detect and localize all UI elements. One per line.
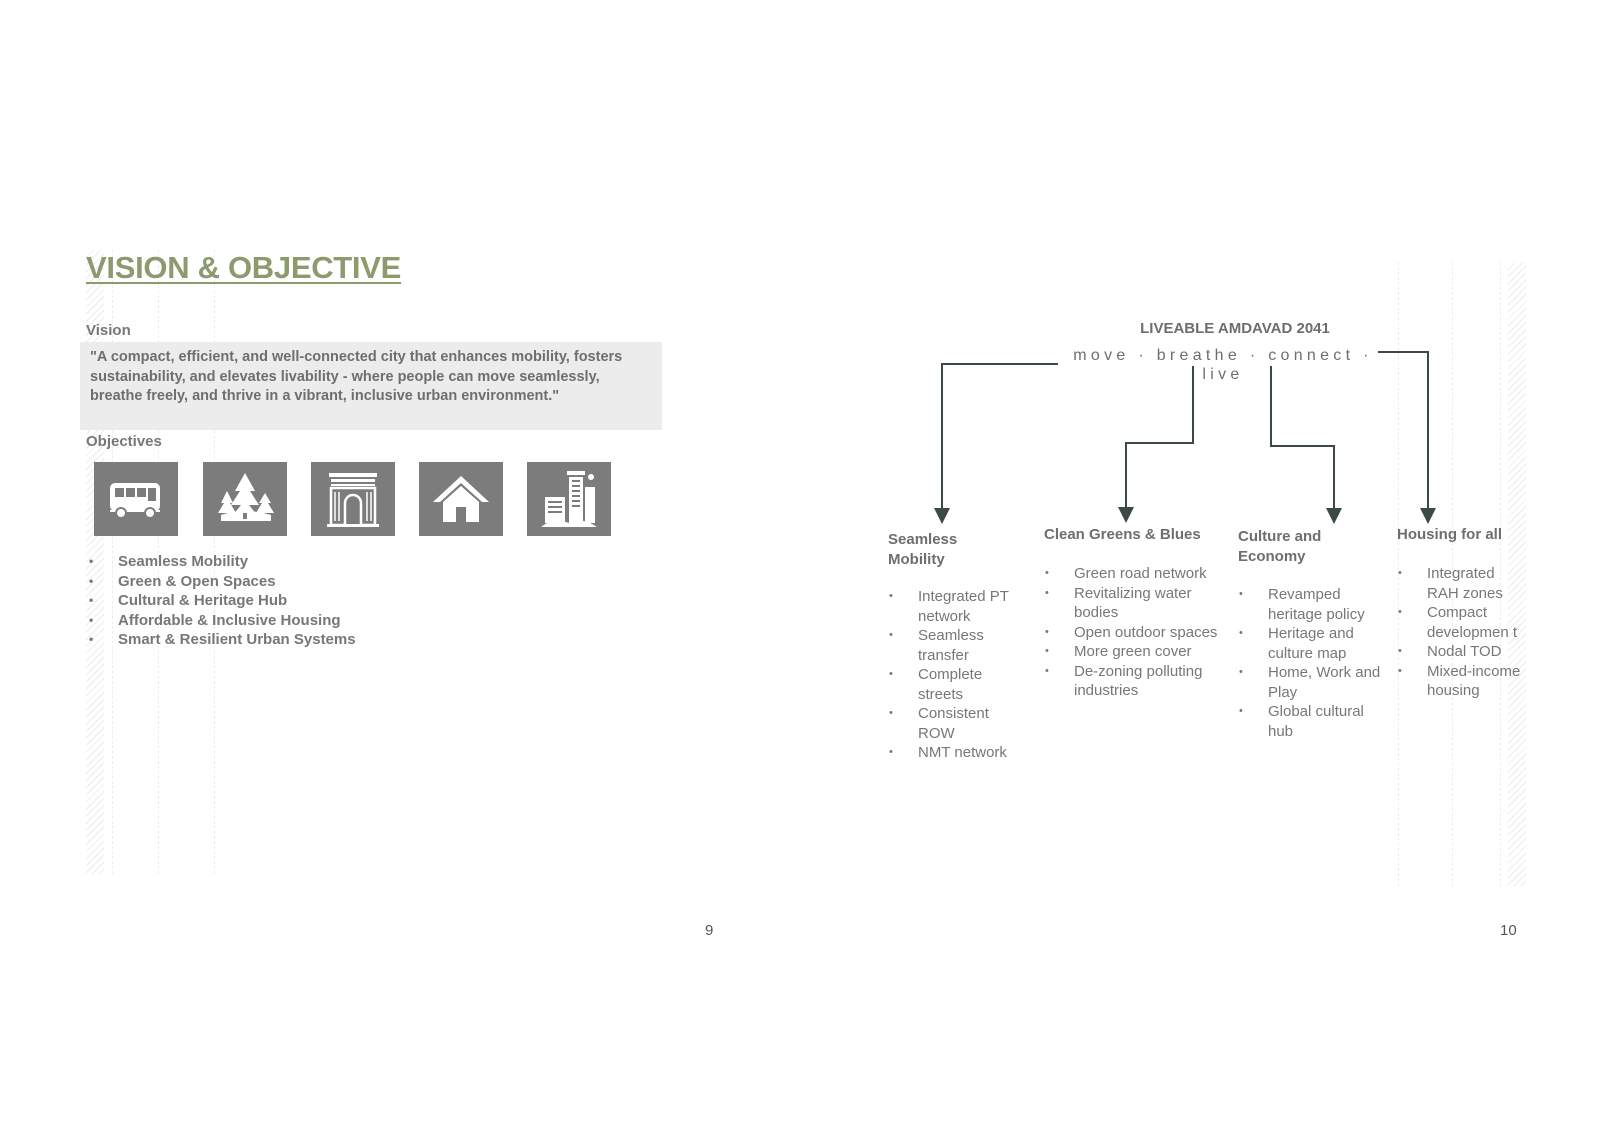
list-item: • Compact developmen t [1397,603,1521,642]
list-item: • Green road network [1044,564,1222,584]
arrow-to-greens [1126,366,1193,515]
page-number: 10 [1500,922,1517,939]
list-item: • Revitalizing water bodies [1044,584,1222,623]
list-item: • Nodal TOD [1397,642,1521,662]
objectives-label: Objectives [86,433,162,450]
arrow-to-housing [1378,352,1428,516]
diagram-title: LIVEABLE AMDAVAD 2041 [1140,320,1330,337]
list-item: • Cultural & Heritage Hub [88,591,356,611]
list-item: • Revamped heritage policy [1238,585,1386,624]
column-heading-culture: Culture and Economy [1238,528,1322,565]
list-item: • Smart & Resilient Urban Systems [88,630,356,650]
list-item: • More green cover [1044,642,1222,662]
column-heading-mobility: Seamless Mobility [888,531,958,568]
list-item: • Seamless Mobility [88,552,356,572]
mobility-list [888,587,1028,763]
list-item: • Home, Work and Play [1238,663,1386,702]
page-number: 9 [705,922,714,939]
housing-list [1397,564,1521,701]
vision-label: Vision [86,322,131,339]
list-item: • Mixed-income housing [1397,662,1521,701]
list-item: • Heritage and culture map [1238,624,1386,663]
list-item: • Global cultural hub [1238,702,1386,741]
list-item: • Affordable & Inclusive Housing [88,611,356,631]
list-item: • Complete streets [888,665,1028,704]
list-item: • Open outdoor spaces [1044,623,1222,643]
list-item: • De-zoning polluting industries [1044,662,1222,701]
vision-statement: "A compact, efficient, and well-connected city that enhances mobility, fosters sustainability, and elevates livability - where people can move seamlessly, breathe freely, and thrive in a vibrant, inclusive urban environment." [80,342,662,430]
list-item: • NMT network [888,743,1028,763]
tagline: move · breathe · connect · live [1073,347,1373,383]
list-item: • Consistent ROW [888,704,1028,743]
culture-list [1238,585,1386,741]
list-item: • Integrated PT network [888,587,1028,626]
list-item: • Integrated RAH zones [1397,564,1521,603]
arrow-to-mobility [942,364,1058,516]
arrow-to-culture [1271,366,1334,516]
page-title: VISION & OBJECTIVE [86,250,401,285]
greens-list [1044,564,1222,701]
column-heading-greens: Clean Greens & Blues [1044,526,1201,543]
list-item: • Seamless transfer [888,626,1028,665]
column-heading-housing: Housing for all [1397,526,1502,543]
list-item: • Green & Open Spaces [88,572,356,592]
